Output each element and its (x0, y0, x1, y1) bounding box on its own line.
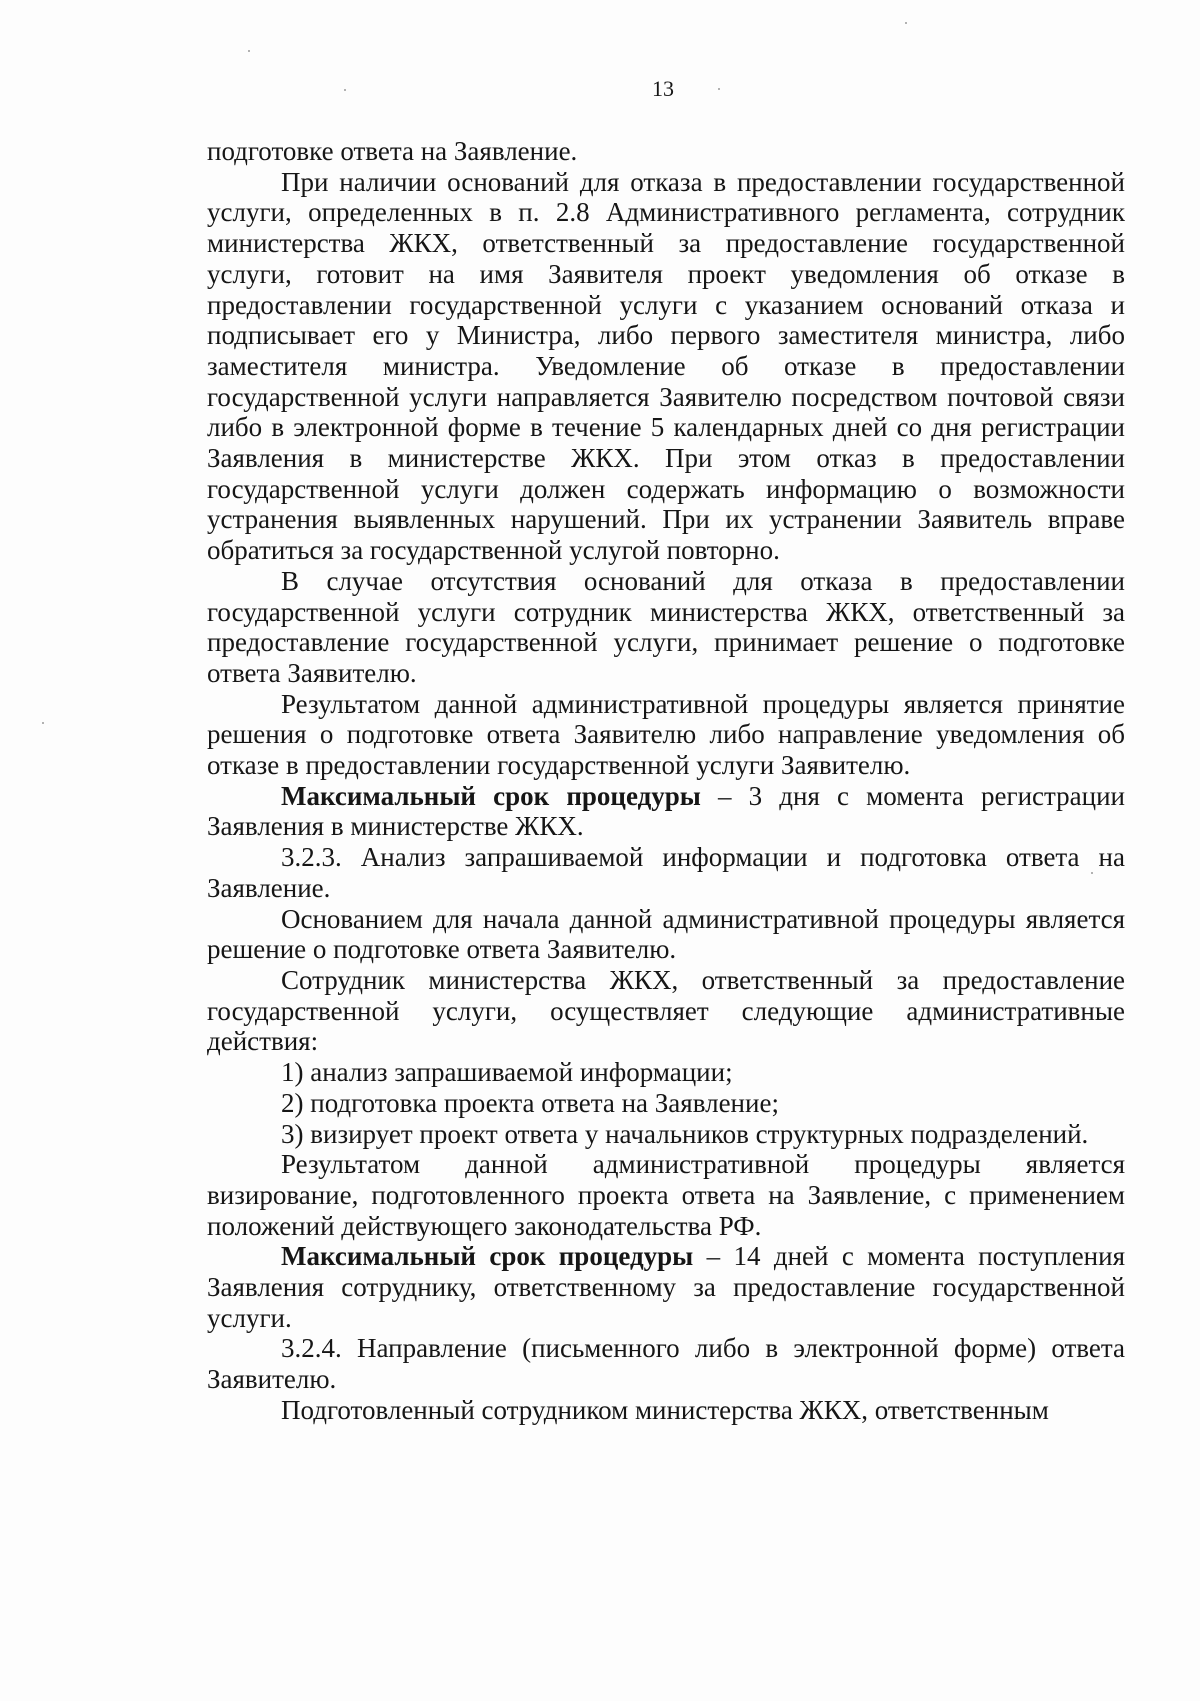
section-heading-3-2-3: 3.2.3. Анализ запрашиваемой информации и подготовка ответа на Заявление. (207, 842, 1125, 903)
list-item-3: 3) визирует проект ответа у начальников структурных подразделений. (281, 1118, 1089, 1149)
paragraph-continuation: подготовке ответа на Заявление. (207, 136, 578, 166)
paragraph-no-refusal-grounds: В случае отсутствия оснований для отказа в предоставлении государственной услуги сотрудник министерства ЖКХ, ответственный за предоставление государственной услуги, принимает решение о подготовке ответа Заявителю. (207, 565, 1125, 688)
scan-speck (1091, 872, 1093, 874)
max-term-label: Максимальный срок процедуры (281, 780, 701, 811)
section-heading-3-2-4: 3.2.4. Направление (письменного либо в электронной форме) ответа Заявителю. (207, 1333, 1125, 1395)
paragraph-refusal-grounds: При наличии оснований для отказа в предоставлении государственной услуги, определенных в п. 2.8 Административного регламента, сотрудник министерства ЖКХ, ответственный за предоставление государственной услуги, готовит на имя Заявителя проект уведомления об отказе в предоставлении государственной услуги с указанием оснований отказа и подписывает его у Министра, либо первого заместителя министра, либо заместителя министра. Уведомление об отказе в предоставлении государственной услуги направляется Заявителю посредством почтовой связи либо в электронной форме в течение 5 календарных дней со дня регистрации Заявления в министерстве ЖКХ. При этом отказ в предоставлении государственной услуги должен содержать информацию о возможности устранения выявленных нарушений. При их устранении Заявитель вправе обратиться за государственной услугой повторно. (207, 166, 1125, 566)
paragraph-procedure-result: Результатом данной административной процедуры является принятие решения о подготовке ответа Заявителю либо направление уведомления об отказе в предоставлении государственной услуги Заявителю. (207, 688, 1125, 781)
paragraph-employee-actions: Сотрудник министерства ЖКХ, ответственный за предоставление государственной услуги, осуществляет следующие административные действия: (207, 964, 1125, 1057)
max-term-text: – 3 дня с момента регистрации Заявления в министерстве ЖКХ. (207, 780, 1125, 842)
list-item-1: 1) анализ запрашиваемой информации; (281, 1057, 733, 1088)
document-body (207, 136, 1125, 1426)
max-term-text: – 14 дней с момента поступления Заявления сотруднику, ответственному за предоставление государственной услуги. (207, 1241, 1125, 1333)
scan-speck (42, 722, 44, 724)
scan-speck (718, 88, 720, 90)
paragraph-max-term-14-days (207, 1241, 1125, 1333)
list-item-2: 2) подготовка проекта ответа на Заявление; (281, 1087, 779, 1118)
page-number: 13 (652, 76, 674, 101)
paragraph-prepared-answer: Подготовленный сотрудником министерства ЖКХ, ответственным (281, 1394, 1049, 1425)
max-term-label: Максимальный срок процедуры (281, 1241, 694, 1272)
paragraph-max-term-3-days (207, 781, 1125, 842)
paragraph-procedure-basis: Основанием для начала данной административной процедуры является решение о подготовке ответа Заявителю. (207, 903, 1125, 965)
paragraph-endorsement-result: Результатом данной административной процедуры является визирование, подготовленного проекта ответа на Заявление, с применением положений действующего законодательства РФ. (207, 1149, 1125, 1241)
scan-speck (905, 22, 907, 24)
scan-speck (248, 50, 250, 52)
scan-speck (344, 89, 346, 91)
